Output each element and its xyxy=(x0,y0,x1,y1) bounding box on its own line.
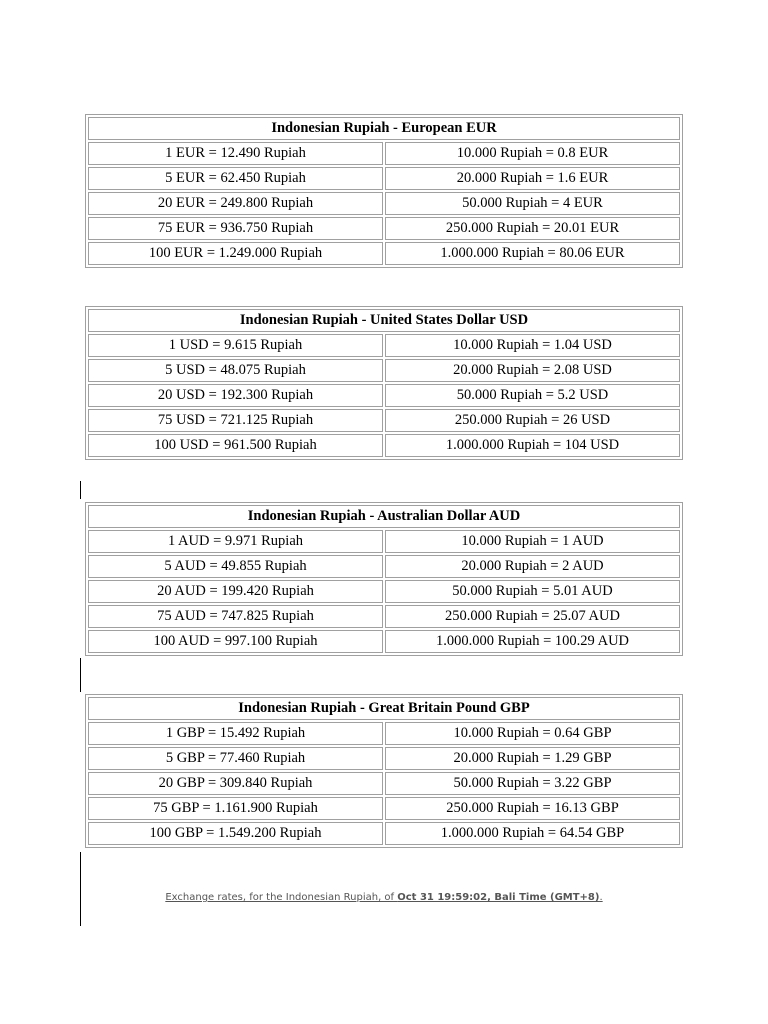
table-cell: 100 AUD = 997.100 Rupiah xyxy=(88,630,383,653)
table-cell: 1 GBP = 15.492 Rupiah xyxy=(88,722,383,745)
table-cell: 5 USD = 48.075 Rupiah xyxy=(88,359,383,382)
table-cell: 20.000 Rupiah = 2.08 USD xyxy=(385,359,680,382)
table-cell: 100 GBP = 1.549.200 Rupiah xyxy=(88,822,383,845)
table-cell: 20.000 Rupiah = 1.6 EUR xyxy=(385,167,680,190)
table-cell: 20 EUR = 249.800 Rupiah xyxy=(88,192,383,215)
rate-table-gbp xyxy=(85,694,683,848)
table-row xyxy=(88,384,680,407)
footnote-timestamp: Oct 31 19:59:02, Bali Time (GMT+8) xyxy=(397,892,600,903)
table-row xyxy=(88,217,680,240)
table-row xyxy=(88,409,680,432)
table-row xyxy=(88,434,680,457)
table-cell: 1 AUD = 9.971 Rupiah xyxy=(88,530,383,553)
table-cell: 250.000 Rupiah = 26 USD xyxy=(385,409,680,432)
table-cell: 50.000 Rupiah = 5.01 AUD xyxy=(385,580,680,603)
table-cell: 20.000 Rupiah = 2 AUD xyxy=(385,555,680,578)
table-row xyxy=(88,142,680,165)
exchange-rate-footnote xyxy=(0,892,768,903)
table-row xyxy=(88,167,680,190)
table-row xyxy=(88,797,680,820)
table-cell: 1.000.000 Rupiah = 80.06 EUR xyxy=(385,242,680,265)
table-cell: 1.000.000 Rupiah = 100.29 AUD xyxy=(385,630,680,653)
footnote-suffix: . xyxy=(599,892,603,903)
table-header-row xyxy=(88,697,680,720)
table-row xyxy=(88,242,680,265)
table-header-row xyxy=(88,505,680,528)
table-cell: 20 AUD = 199.420 Rupiah xyxy=(88,580,383,603)
table-row xyxy=(88,722,680,745)
table-row xyxy=(88,555,680,578)
text-cursor-mark xyxy=(80,658,81,692)
text-cursor-mark xyxy=(80,852,81,926)
rate-table-eur xyxy=(85,114,683,268)
table-cell: 10.000 Rupiah = 1.04 USD xyxy=(385,334,680,357)
table-row xyxy=(88,605,680,628)
table-cell: 100 USD = 961.500 Rupiah xyxy=(88,434,383,457)
table-cell: 100 EUR = 1.249.000 Rupiah xyxy=(88,242,383,265)
table-row xyxy=(88,530,680,553)
table-cell: 75 USD = 721.125 Rupiah xyxy=(88,409,383,432)
table-cell: 10.000 Rupiah = 0.8 EUR xyxy=(385,142,680,165)
footnote-prefix: Exchange rates, for the Indonesian Rupiah, of xyxy=(165,892,398,903)
table-cell: 5 GBP = 77.460 Rupiah xyxy=(88,747,383,770)
table-cell: 250.000 Rupiah = 25.07 AUD xyxy=(385,605,680,628)
table-cell: 250.000 Rupiah = 20.01 EUR xyxy=(385,217,680,240)
table-title: Indonesian Rupiah - Australian Dollar AUD xyxy=(88,505,680,528)
table-row xyxy=(88,747,680,770)
table-cell: 1.000.000 Rupiah = 64.54 GBP xyxy=(385,822,680,845)
table-cell: 50.000 Rupiah = 4 EUR xyxy=(385,192,680,215)
table-cell: 10.000 Rupiah = 0.64 GBP xyxy=(385,722,680,745)
text-cursor-mark xyxy=(80,481,81,499)
table-cell: 5 AUD = 49.855 Rupiah xyxy=(88,555,383,578)
table-cell: 50.000 Rupiah = 5.2 USD xyxy=(385,384,680,407)
table-cell: 1 USD = 9.615 Rupiah xyxy=(88,334,383,357)
table-cell: 5 EUR = 62.450 Rupiah xyxy=(88,167,383,190)
table-header-row xyxy=(88,117,680,140)
table-row xyxy=(88,822,680,845)
table-row xyxy=(88,359,680,382)
table-cell: 50.000 Rupiah = 3.22 GBP xyxy=(385,772,680,795)
table-title: Indonesian Rupiah - European EUR xyxy=(88,117,680,140)
table-cell: 75 EUR = 936.750 Rupiah xyxy=(88,217,383,240)
table-cell: 75 GBP = 1.161.900 Rupiah xyxy=(88,797,383,820)
table-title: Indonesian Rupiah - Great Britain Pound GBP xyxy=(88,697,680,720)
table-cell: 20 USD = 192.300 Rupiah xyxy=(88,384,383,407)
table-cell: 1.000.000 Rupiah = 104 USD xyxy=(385,434,680,457)
rate-table-usd xyxy=(85,306,683,460)
table-cell: 20.000 Rupiah = 1.29 GBP xyxy=(385,747,680,770)
table-cell: 20 GBP = 309.840 Rupiah xyxy=(88,772,383,795)
table-cell: 250.000 Rupiah = 16.13 GBP xyxy=(385,797,680,820)
table-row xyxy=(88,192,680,215)
table-row xyxy=(88,580,680,603)
table-cell: 1 EUR = 12.490 Rupiah xyxy=(88,142,383,165)
table-header-row xyxy=(88,309,680,332)
table-cell: 75 AUD = 747.825 Rupiah xyxy=(88,605,383,628)
table-cell: 10.000 Rupiah = 1 AUD xyxy=(385,530,680,553)
table-row xyxy=(88,334,680,357)
table-row xyxy=(88,630,680,653)
rate-table-aud xyxy=(85,502,683,656)
table-row xyxy=(88,772,680,795)
table-title: Indonesian Rupiah - United States Dollar USD xyxy=(88,309,680,332)
